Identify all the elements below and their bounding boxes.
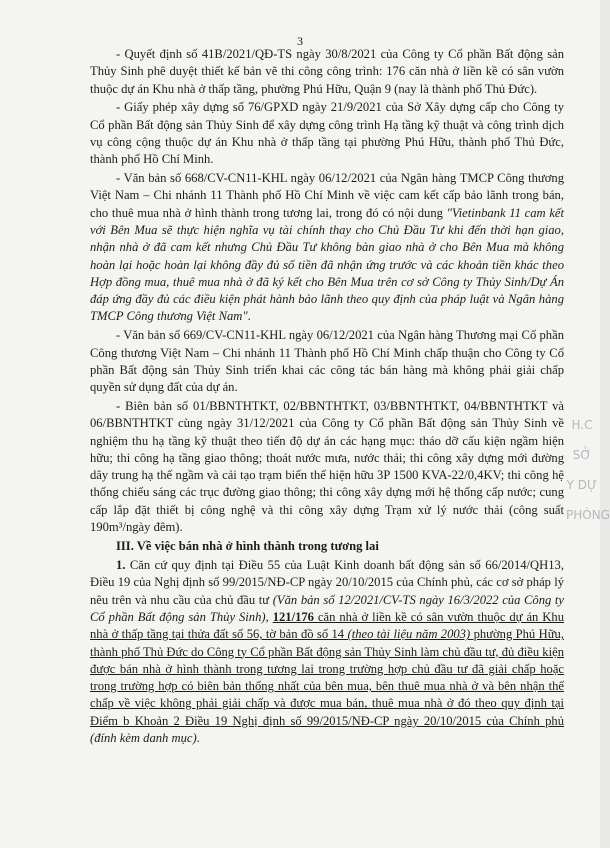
underlined-text-2: phường Phú Hữu, thành phố Thủ Đức do Công ty Cổ phần Bất động sản Thủy Sinh làm chủ đầu tư, đủ điều kiện được bán nhà ở hình thành trong tương lai trong trường hợp chủ đầu tư đã giải chấp hoặc trong trường hợp có biên bản thống nhất của bên mua, bên thuê mua nhà ở và bên nhận thế chấp về việc không phải giải chấp và được mua bán, thuê mua nhà ở đó theo quy định tại Điểm b Khoản 2 Điều 19 Nghị định số 99/2015/NĐ-CP ngày 20/10/2015 của Chính phủ xyxy=(90,627,564,728)
item-number: 1. xyxy=(116,558,130,573)
legal-basis-text: Căn cứ quy định tại Điều 55 của Luật Kinh doanh bất động sản số 66/2014/QH13, Điều 19 của Nghị định số 99/2015/NĐ-CP ngày 20/10/2015 của Chính phủ, các cơ sở pháp lý nêu trên và nhu cầu của chủ đầu tư xyxy=(90,558,564,607)
letter-668-end: . xyxy=(247,309,251,324)
letter-668-quote: "Vietinbank 11 cam kết với Bên Mua sẽ thực hiện nghĩa vụ tài chính thay cho Chủ Đầu Tư khi đến thời hạn giao, nhận nhà ở đã cam kết nhưng Chủ Đầu Tư không bàn giao nhà ở cho Bên Mua mà không hoàn lại hoặc hoàn lại không đầy đủ số tiền đã nhận ứng trước và các khoản tiền khác theo Hợp đồng mua, thuê mua nhà ở đã ký kết cho Bên Mua trên cơ sở Công ty Thủy Sinh/Dự Án đáp ứng đầy đủ các điều kiện phát hành bảo lãnh theo quy định của pháp luật và Ngân hàng TMCP Công thương Việt Nam" xyxy=(90,205,564,324)
paragraph-letter-669: - Văn bản số 669/CV-CN11-KHL ngày 06/12/2021 của Ngân hàng Thương mại Cổ phần Công thương Việt Nam – Chi nhánh 11 Thành phố Hồ Chí Minh chấp thuận cho Công ty Cổ phần Bất động sản Thủy Sinh triển khai các công tác bán hàng mà không phải giải chấp quyền sử dụng đất của dự án. xyxy=(90,328,564,395)
paragraph-letter-668 xyxy=(90,170,564,326)
paragraph-decision-41b: - Quyết định số 41B/2021/QĐ-TS ngày 30/8/2021 của Công ty Cổ phần Bất động sản Thủy Sinh phê duyệt thiết kế bản vẽ thi công công trình: 176 căn nhà ở liền kề có sân vườn thuộc dự án Khu nhà ở thấp tầng, phường Phú Hữu, Quận 9 (nay là thành phố Thủ Đức). xyxy=(90,47,564,96)
stamp-mark xyxy=(566,410,610,530)
paragraph-legal-basis xyxy=(90,557,564,747)
attachment-note: (đính kèm danh mục) xyxy=(90,731,197,746)
legal-basis-sep: , xyxy=(265,610,273,624)
letter-668-text: - Văn bản số 668/CV-CN11-KHL ngày 06/12/2021 của Ngân hàng TMCP Công thương Việt Nam – Chi nhánh 11 Thành phố Hồ Chí Minh về việc cam kết cấp bảo lãnh trong bán, cho thuê mua nhà ở hình thành trong tương lai, trong đó có nội dung xyxy=(90,171,564,220)
section-heading-iii: III. Về việc bán nhà ở hình thành trong tương lai xyxy=(116,539,379,554)
house-count: 121/176 xyxy=(272,610,314,624)
stamp-line: Y DỰ xyxy=(566,478,598,492)
legal-basis-end: . xyxy=(196,731,200,746)
underlined-italic-note: (theo tài liệu năm 2003) xyxy=(347,627,471,642)
legal-basis-reference: (Văn bản số 12/2021/CV-TS ngày 16/3/2022 của Công ty Cổ phần Bất động sản Thủy Sinh) xyxy=(90,592,564,624)
paragraph-construction-permit: - Giấy phép xây dựng số 76/GPXD ngày 21/9/2021 của Sở Xây dựng cấp cho Công ty Cổ phần Bất động sản Thủy Sinh để xây dựng công trình Hạ tầng kỹ thuật và công trình dịch vụ công cộng thuộc dự án Khu nhà ở thấp tầng tại phường Phú Hữu, thành phố Thủ Đức, thành phố Hồ Chí Minh. xyxy=(90,100,564,167)
stamp-line: SỞ xyxy=(572,448,592,462)
stamp-line: PHÒNG xyxy=(566,508,610,522)
paragraph-acceptance-minutes: - Biên bản số 01/BBNTHTKT, 02/BBNTHTKT, 03/BBNTHTKT, 04/BBNTHTKT và 06/BBNTHTKT cùng ngày 31/12/2021 của Công ty Cổ phần Bất động sản Thủy Sinh về nghiệm thu hạ tầng kỹ thuật theo tiến độ dự án các hạng mục: tháo dỡ cấu kiện ngầm hiện hữu; thi công hạ tầng giao thông; thoát nước mưa, nước thải; thi công xây dựng mới đường dây trung hạ thế ngầm và cải tạo trạm biến thế hiện hữu 3P 1500 KVA-22/0,4KV; thi công hệ thống chiếu sáng các trục đường giao thông; thi công xây dựng mới hệ thống cấp nước; cung cấp lắp đặt thiết bị công nghệ và thi công xây dựng Trạm xử lý nước thải (công suất 190m³/ngày đêm). xyxy=(90,398,564,535)
stamp-line: H.C xyxy=(571,418,593,432)
underlined-text-1: căn nhà ở liền kề có sân vườn thuộc dự án Khu nhà ở thấp tầng tại thửa đất số 56, tờ bản đồ số 14 xyxy=(90,610,564,642)
page-number: 3 xyxy=(297,34,303,48)
document-body xyxy=(90,46,564,747)
